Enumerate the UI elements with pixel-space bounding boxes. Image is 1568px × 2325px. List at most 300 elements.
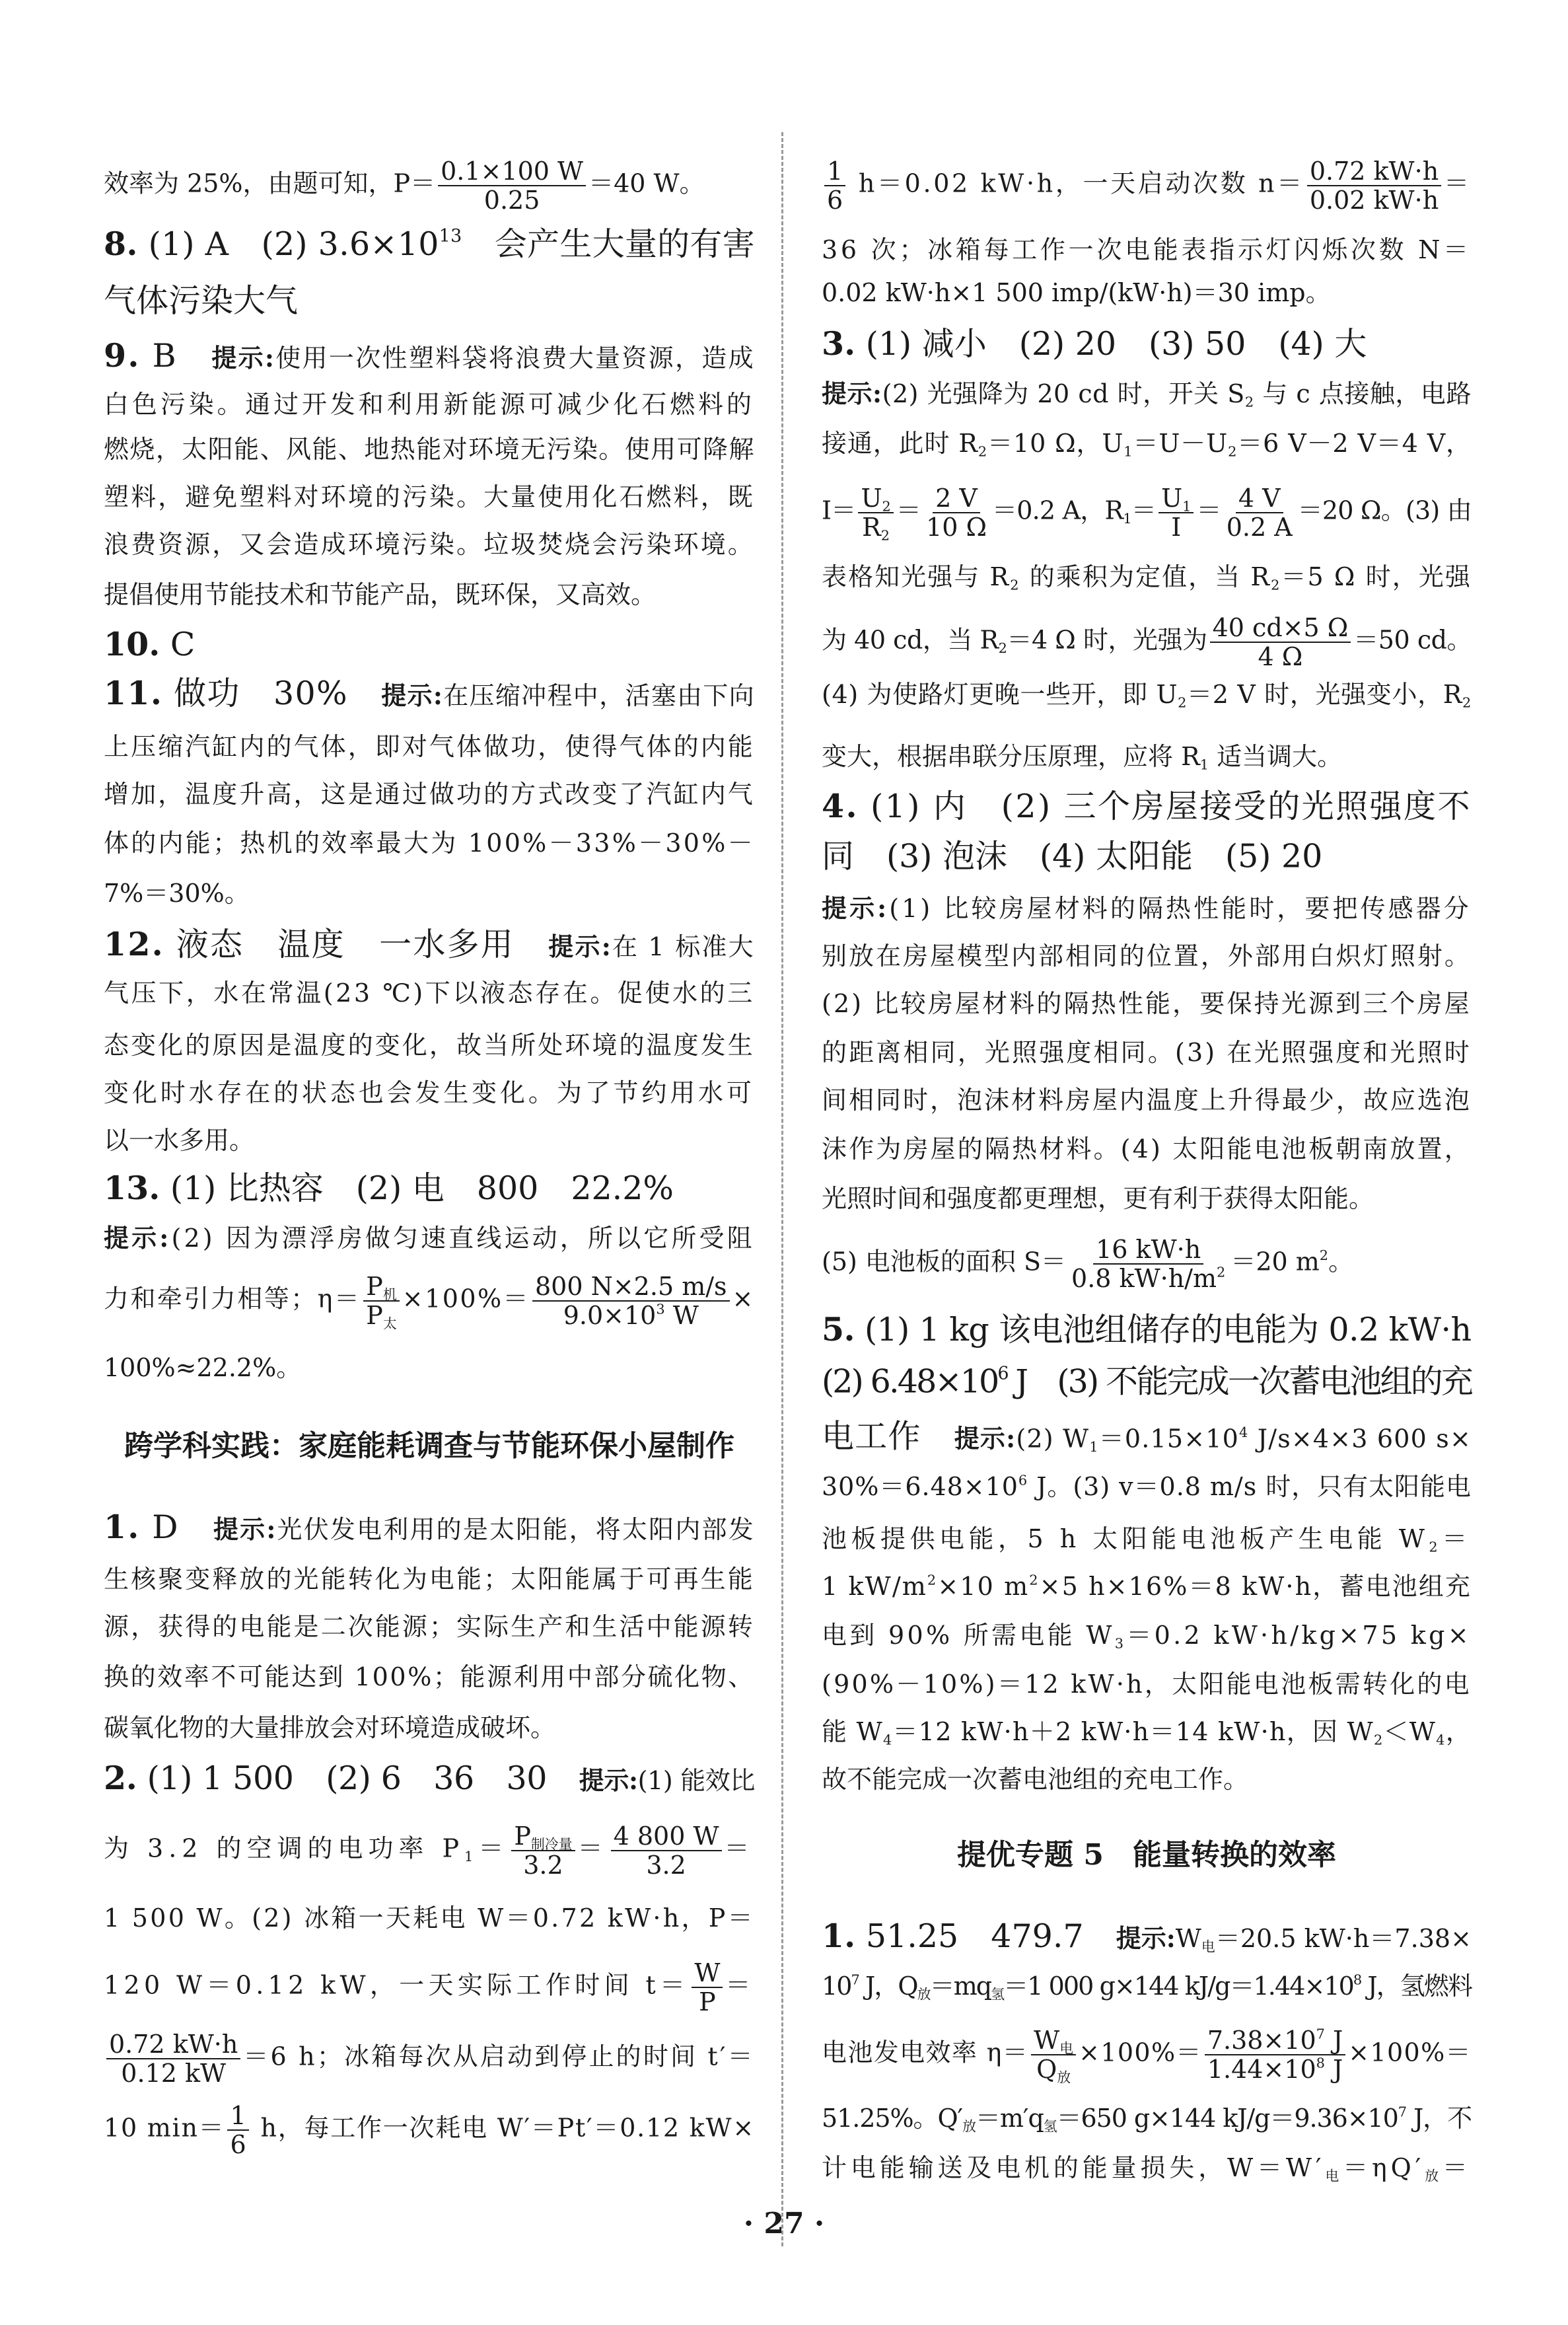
text-run: I＝ bbox=[822, 496, 856, 525]
answer-text: 51.25 479.7 bbox=[855, 1917, 1116, 1955]
text-line bbox=[104, 386, 755, 423]
text-run: 碳氧化物的大量排放会对环境造成破坏。 bbox=[104, 1713, 556, 1742]
line-content bbox=[822, 1130, 1472, 1167]
text-line bbox=[822, 2026, 1472, 2086]
text-run: ＝6 h；冰箱每次从启动到停止的时间 t′＝ bbox=[243, 2042, 755, 2071]
line-content bbox=[822, 231, 1472, 268]
superscript: 7 bbox=[1316, 2026, 1325, 2042]
item-number: 1. bbox=[104, 1508, 141, 1546]
text-run: 上压缩汽缸内的气体，即对气体做功，使得气体的内能 bbox=[104, 732, 755, 761]
text-run: ×100%＝ bbox=[1348, 2038, 1472, 2067]
text-line bbox=[822, 1311, 1472, 1350]
line-content bbox=[104, 2030, 755, 2087]
subscript: 太 bbox=[382, 1315, 397, 1332]
hint-label: 提示: bbox=[381, 681, 444, 710]
line-content bbox=[104, 1349, 301, 1386]
fraction-denominator bbox=[227, 2131, 248, 2159]
answer-text: D bbox=[140, 1508, 213, 1546]
text-run: ＝ bbox=[724, 1833, 755, 1863]
text-line bbox=[104, 478, 755, 515]
line-content bbox=[104, 875, 250, 912]
item-number: 9. bbox=[104, 336, 141, 375]
text-line bbox=[822, 1468, 1472, 1505]
text-run: I bbox=[1171, 513, 1182, 542]
text-line bbox=[822, 274, 1472, 311]
text-line bbox=[104, 2030, 755, 2087]
line-content bbox=[822, 425, 1472, 462]
text-line bbox=[104, 825, 755, 862]
text-run: 1 bbox=[827, 157, 843, 186]
fraction-numerator bbox=[363, 1273, 399, 1302]
hint-label: 提示: bbox=[822, 893, 890, 923]
hint-label: 提示: bbox=[548, 932, 612, 961]
answer-text: 气体污染大气 bbox=[104, 281, 299, 320]
subscript: 放 bbox=[962, 2118, 976, 2135]
line-content bbox=[104, 1508, 755, 1548]
line-content bbox=[822, 2026, 1472, 2086]
text-run: ×10 m bbox=[937, 1572, 1030, 1601]
hint-label: 提示: bbox=[213, 1514, 277, 1544]
text-run: ＜W bbox=[1383, 1717, 1437, 1746]
line-content bbox=[822, 676, 1472, 713]
hint-label: 提示: bbox=[104, 1223, 172, 1253]
text-run: ＝0.2 kW·h/kg×75 kg× bbox=[1126, 1621, 1472, 1650]
text-run: 生核聚变释放的光能转化为电能；太阳能属于可再生能 bbox=[104, 1565, 755, 1594]
subscript: 放 bbox=[1425, 2168, 1443, 2184]
text-run: 力和牵引力相等；η＝ bbox=[104, 1284, 361, 1313]
line-content bbox=[104, 1822, 755, 1879]
text-run: 16 kW·h bbox=[1096, 1235, 1201, 1264]
text-run: W bbox=[664, 1301, 699, 1330]
line-content bbox=[822, 890, 1472, 927]
text-run: 36 次；冰箱每工作一次电能表指示灯闪烁次数 N＝ bbox=[822, 235, 1472, 264]
answer-text: 电工作 bbox=[822, 1417, 954, 1456]
text-line bbox=[822, 614, 1472, 671]
line-content bbox=[822, 838, 1322, 877]
text-run: U bbox=[861, 484, 882, 513]
answer-text: 同 (3) 泡沫 (4) 太阳能 (5) 20 bbox=[822, 837, 1323, 875]
subscript: 1 bbox=[1199, 757, 1209, 773]
line-content bbox=[104, 1900, 755, 1937]
text-run: 在压缩冲程中，活塞由下向 bbox=[443, 681, 755, 710]
text-run: 2 V bbox=[935, 484, 978, 513]
text-run: W bbox=[1175, 1924, 1201, 1953]
text-run: ＝mq bbox=[929, 1972, 991, 2001]
subscript: 2 bbox=[978, 443, 988, 460]
fraction-numerator bbox=[933, 484, 980, 513]
fraction bbox=[923, 484, 989, 541]
line-content bbox=[822, 1568, 1472, 1605]
text-run: 与 c 点接触，电路 bbox=[1254, 379, 1472, 408]
line-content bbox=[822, 1419, 1472, 1458]
text-run: 塑料，避免塑料对环境的污染。大量使用化石燃料，既 bbox=[104, 482, 755, 511]
fraction bbox=[1224, 484, 1295, 541]
fraction bbox=[692, 1959, 723, 2016]
answer-text bbox=[138, 225, 755, 263]
text-line bbox=[104, 1959, 755, 2016]
fraction-numerator bbox=[1158, 484, 1194, 513]
fraction bbox=[1205, 2026, 1345, 2083]
text-line bbox=[104, 926, 755, 965]
superscript: 2 bbox=[1217, 1264, 1226, 1280]
line-content bbox=[822, 1713, 1472, 1750]
text-line bbox=[822, 838, 1472, 877]
text-line bbox=[104, 1900, 755, 1937]
text-run: 1 kW/m bbox=[822, 1572, 927, 1601]
text-run: (90%－10%)＝12 kW·h，太阳能电池板需转化的电 bbox=[822, 1670, 1472, 1699]
text-run: ＝ηQ′ bbox=[1343, 2153, 1425, 2182]
answer-text: (1) 比热容 (2) 电 800 22.2% bbox=[160, 1169, 674, 1207]
superscript: 6 bbox=[997, 1363, 1007, 1384]
fraction bbox=[1307, 157, 1441, 214]
superscript: 6 bbox=[1018, 1472, 1028, 1489]
text-run: ＝ bbox=[896, 496, 921, 525]
subscript: 2 bbox=[1462, 694, 1472, 711]
text-run: ＝2 V 时，光强变小，R bbox=[1187, 680, 1463, 709]
text-line bbox=[822, 325, 1472, 365]
subscript: 1 bbox=[1123, 510, 1131, 527]
text-line bbox=[104, 283, 755, 322]
text-run: J (3) 不能完成一次蓄电池组的充 bbox=[1007, 1362, 1472, 1401]
fraction-numerator bbox=[1205, 2026, 1345, 2055]
answer-text bbox=[822, 1363, 1472, 1401]
fraction-denominator bbox=[859, 513, 892, 544]
text-line bbox=[822, 1917, 1472, 1957]
fraction-denominator bbox=[643, 1851, 688, 1879]
text-run: J。(3) v＝0.8 m/s 时，只有太阳能电 bbox=[1028, 1472, 1472, 1501]
superscript: 4 bbox=[1239, 1424, 1249, 1440]
text-run: ＝20.5 kW·h＝7.38× bbox=[1215, 1924, 1472, 1953]
text-line bbox=[822, 2149, 1472, 2186]
text-run: ＝10 Ω，U bbox=[987, 429, 1124, 458]
text-run: 气压下，水在常温(23 ℃)下以液态存在。促使水的三 bbox=[104, 978, 755, 1008]
text-run: 0.25 bbox=[483, 186, 540, 215]
text-run: ＝ bbox=[478, 1833, 509, 1863]
text-run: ＝20 Ω。(3) 由 bbox=[1297, 496, 1472, 525]
text-run: (2) 6.48×10 bbox=[822, 1362, 998, 1401]
text-run: 增加，温度升高，这是通过做功的方式改变了汽缸内气 bbox=[104, 780, 755, 809]
superscript: 7 bbox=[851, 1972, 859, 1988]
text-run: 提优专题 5 能量转换的效率 bbox=[957, 1838, 1336, 1872]
line-content bbox=[104, 478, 755, 515]
subscript: 2 bbox=[1373, 1732, 1384, 1748]
answer-text: 液态 温度 一水多用 bbox=[164, 926, 549, 963]
line-content bbox=[822, 484, 1472, 544]
line-content bbox=[104, 1169, 674, 1209]
line-content bbox=[822, 1311, 1471, 1350]
line-content bbox=[104, 926, 755, 965]
fraction bbox=[1069, 1236, 1228, 1292]
subscript: 2 bbox=[1010, 577, 1020, 593]
text-run: 态变化的原因是温度的变化，故当所处环境的温度发生 bbox=[104, 1031, 755, 1060]
fraction-numerator bbox=[858, 484, 893, 513]
text-run: Q bbox=[1036, 2055, 1057, 2084]
line-content bbox=[822, 2149, 1472, 2186]
text-run: ＝0.2 A，R bbox=[991, 496, 1123, 525]
text-line bbox=[104, 1027, 755, 1064]
text-run: 池板提供电能，5 h 太阳能电池板产生电能 W bbox=[822, 1524, 1429, 1553]
fraction-numerator bbox=[1093, 1236, 1203, 1265]
line-content bbox=[104, 626, 195, 665]
subscript: 2 bbox=[880, 527, 890, 544]
text-run: 0.72 kW·h bbox=[1309, 157, 1439, 186]
line-content bbox=[104, 1608, 755, 1645]
text-run: 30%＝6.48×10 bbox=[822, 1472, 1018, 1501]
superscript: 3 bbox=[656, 1301, 665, 1317]
text-run: J，Q bbox=[858, 1972, 917, 2001]
line-content bbox=[124, 1428, 734, 1465]
text-run: ＝ bbox=[1444, 168, 1472, 198]
text-line bbox=[104, 1759, 755, 1799]
line-content bbox=[104, 675, 755, 714]
fraction-denominator bbox=[696, 1988, 719, 2016]
text-line bbox=[104, 526, 755, 563]
subscript: 氢 bbox=[991, 1986, 1004, 2003]
text-line bbox=[822, 375, 1472, 412]
text-run: 能 W bbox=[822, 1717, 883, 1746]
text-run: ＝5 Ω 时，光强 bbox=[1281, 562, 1472, 591]
text-run: 在 1 标准大 bbox=[612, 932, 755, 961]
line-content bbox=[104, 1658, 755, 1695]
text-line bbox=[104, 1608, 755, 1645]
text-run: ＝1 000 g×144 kJ/g＝1.44×10 bbox=[1003, 1972, 1353, 2001]
text-run: 光伏发电利用的是太阳能，将太阳内部发 bbox=[277, 1515, 755, 1544]
item-number: 10. bbox=[104, 625, 160, 663]
text-run: P bbox=[514, 1822, 531, 1851]
text-line bbox=[104, 675, 755, 714]
subscript: 电 bbox=[1325, 2168, 1343, 2184]
text-run: ＝4 Ω 时，光强为 bbox=[1007, 625, 1207, 655]
text-line bbox=[822, 1236, 1472, 1292]
fraction-denominator bbox=[1205, 2055, 1345, 2083]
fraction-denominator bbox=[561, 1302, 701, 1329]
text-line bbox=[104, 337, 755, 377]
text-run: ×5 h×16%＝8 kW·h，蓄电池组充 bbox=[1039, 1572, 1472, 1601]
text-line bbox=[104, 157, 755, 214]
subscript: 2 bbox=[882, 498, 891, 515]
item-number: 11. bbox=[104, 674, 163, 712]
line-content bbox=[822, 938, 1472, 975]
hint-label: 提示: bbox=[1116, 1923, 1176, 1953]
text-run: 提倡使用节能技术和节能产品，既环保，又高效。 bbox=[104, 580, 657, 609]
line-content bbox=[822, 1666, 1472, 1703]
answer-text: C bbox=[160, 626, 196, 663]
text-line bbox=[822, 938, 1472, 975]
text-line bbox=[822, 2100, 1472, 2137]
text-run: J，氢燃料 bbox=[1361, 1972, 1472, 2001]
text-run: 体的内能；热机的效率最大为 100%－33%－30%－ bbox=[104, 829, 755, 858]
text-run: 的距离相同，光照强度相同。(3) 在光照强度和光照时 bbox=[822, 1038, 1472, 1067]
answer-text: (1) 减小 (2) 20 (3) 50 (4) 大 bbox=[855, 325, 1367, 363]
text-run: 120 W＝0.12 kW，一天实际工作时间 t＝ bbox=[104, 1970, 690, 2000]
superscript: 2 bbox=[927, 1572, 938, 1588]
line-content bbox=[104, 728, 755, 765]
text-line bbox=[822, 1130, 1472, 1167]
text-line bbox=[822, 558, 1472, 595]
text-run: 。 bbox=[1328, 1247, 1354, 1276]
text-run: 跨学科实践：家庭能耗调查与节能环保小屋制作 bbox=[124, 1429, 734, 1463]
text-run: 会产生大量的有害 bbox=[462, 225, 755, 263]
text-line bbox=[822, 231, 1472, 268]
page-number: · 27 · bbox=[743, 2207, 825, 2240]
line-content bbox=[822, 1968, 1472, 2005]
text-run: ＝ bbox=[725, 1970, 755, 2000]
text-line bbox=[104, 225, 755, 265]
text-run: 4 V bbox=[1238, 484, 1281, 513]
answer-text: (1) 1 kg 该电池组储存的电能为 0.2 kW·h bbox=[855, 1311, 1472, 1348]
fraction bbox=[1031, 2026, 1076, 2086]
subscript: 2 bbox=[1429, 1539, 1443, 1555]
item-number: 5. bbox=[822, 1310, 855, 1348]
line-content bbox=[104, 526, 755, 563]
text-run: 0.72 kW·h bbox=[109, 2030, 238, 2059]
line-content bbox=[822, 1180, 1374, 1217]
text-run: (1) 比较房屋材料的隔热性能时，要把传感器分 bbox=[889, 894, 1472, 923]
text-line bbox=[822, 1568, 1472, 1605]
line-content bbox=[104, 975, 755, 1012]
fraction bbox=[511, 1822, 575, 1879]
answer-text: 做功 30% bbox=[162, 675, 382, 712]
text-line bbox=[104, 1508, 755, 1548]
text-run: 6 bbox=[230, 2130, 246, 2159]
text-run: ＝12 kW·h＋2 kW·h＝14 kW·h，因 W bbox=[892, 1717, 1374, 1746]
text-run: 800 N×2.5 m/s bbox=[534, 1272, 727, 1301]
line-content bbox=[104, 1709, 555, 1746]
subscript: 1 bbox=[464, 1848, 479, 1864]
fraction-numerator bbox=[692, 1959, 723, 1988]
fraction bbox=[227, 2102, 248, 2159]
text-run: 浪费资源，又会造成环境污染。垃圾焚烧会污染环境。 bbox=[104, 530, 755, 559]
text-run: (2) W bbox=[1016, 1424, 1090, 1454]
subscript: 放 bbox=[917, 1986, 930, 2003]
text-line bbox=[104, 576, 755, 613]
fraction-denominator bbox=[923, 513, 989, 541]
text-line bbox=[822, 1082, 1472, 1119]
line-content bbox=[822, 2100, 1472, 2137]
text-run: ＝50 cd。 bbox=[1353, 625, 1472, 655]
text-line bbox=[104, 1169, 755, 1209]
text-run: h，每工作一次耗电 W′＝Pt′＝0.12 kW× bbox=[251, 2113, 755, 2143]
line-content bbox=[104, 1122, 254, 1159]
text-line bbox=[822, 676, 1472, 713]
text-run: 故不能完成一次蓄电池组的充电工作。 bbox=[822, 1765, 1249, 1794]
subscript: 机 bbox=[382, 1286, 397, 1303]
text-run: ＝20 m bbox=[1230, 1247, 1320, 1276]
text-line bbox=[822, 985, 1472, 1022]
text-run: 1 bbox=[230, 2101, 246, 2130]
fraction-numerator bbox=[511, 1822, 575, 1851]
subscript: 2 bbox=[1228, 443, 1238, 460]
text-run: (2) 因为漂浮房做匀速直线运动，所以它所受阻 bbox=[171, 1224, 755, 1253]
text-line bbox=[822, 738, 1472, 775]
hint-label: 提示: bbox=[822, 379, 882, 408]
line-content bbox=[822, 558, 1472, 595]
text-line bbox=[104, 728, 755, 765]
subscript: 电 bbox=[1059, 2040, 1074, 2057]
text-run: 40 cd×5 Ω bbox=[1212, 613, 1349, 642]
line-content bbox=[822, 1364, 1472, 1403]
text-run: R bbox=[862, 513, 881, 542]
text-run: 0.8 kW·h/m bbox=[1071, 1264, 1217, 1293]
line-content bbox=[822, 1917, 1472, 1957]
line-content bbox=[822, 274, 1331, 311]
text-line bbox=[104, 1561, 755, 1598]
text-run: 间相同时，泡沫材料房屋内温度上升得最少，故应选泡 bbox=[822, 1086, 1472, 1115]
fraction-denominator bbox=[1034, 2055, 1073, 2086]
text-line bbox=[822, 1419, 1472, 1458]
text-line bbox=[104, 875, 755, 912]
line-content bbox=[104, 1220, 755, 1257]
fraction-numerator bbox=[611, 1822, 722, 1851]
text-run: 0.02 kW·h×1 500 imp/(kW·h)＝30 imp。 bbox=[822, 278, 1331, 307]
text-run: 9.0×10 bbox=[563, 1301, 657, 1330]
text-line bbox=[822, 1034, 1472, 1071]
superscript: 2 bbox=[1319, 1247, 1329, 1263]
text-run: P bbox=[699, 1987, 716, 2016]
fraction-numerator bbox=[1307, 157, 1441, 186]
superscript: 7 bbox=[1398, 2104, 1406, 2120]
text-line bbox=[104, 1220, 755, 1257]
text-run: 0.2 A bbox=[1226, 513, 1293, 542]
text-run: 沫作为房屋的隔热材料。(4) 太阳能电池板朝南放置， bbox=[822, 1134, 1472, 1163]
subscript: 2 bbox=[1271, 577, 1281, 593]
text-run: 换的效率不可能达到 100%；能源利用中部分硫化物、 bbox=[104, 1662, 755, 1691]
text-run: (1) 能效比 bbox=[637, 1766, 756, 1795]
text-line bbox=[104, 1272, 755, 1332]
text-run: ＝650 g×144 kJ/g＝9.36×10 bbox=[1056, 2104, 1398, 2133]
text-run: J bbox=[1324, 2055, 1343, 2084]
item-number: 2. bbox=[104, 1759, 137, 1797]
text-run: 表格知光强与 R bbox=[822, 562, 1011, 591]
hint-label: 提示: bbox=[579, 1765, 638, 1795]
item-number: 3. bbox=[822, 324, 856, 363]
line-content bbox=[104, 1027, 755, 1064]
text-line bbox=[104, 1122, 755, 1159]
text-run: 4 800 W bbox=[613, 1822, 719, 1851]
text-line bbox=[104, 431, 755, 468]
text-run: ＝ bbox=[1196, 496, 1221, 525]
fraction bbox=[438, 157, 586, 214]
text-run: 3.2 bbox=[523, 1851, 563, 1880]
text-run: 10 min＝ bbox=[104, 2113, 225, 2143]
text-run: ＝U－U bbox=[1133, 429, 1229, 458]
fraction-denominator bbox=[363, 1301, 399, 1332]
subscript: 2 bbox=[998, 640, 1007, 656]
text-run: W bbox=[1034, 2026, 1060, 2055]
subscript: 氢 bbox=[1043, 2118, 1057, 2135]
fraction-denominator bbox=[520, 1851, 565, 1879]
line-content bbox=[104, 776, 755, 813]
hint-label: 提示: bbox=[211, 343, 276, 373]
line-content bbox=[822, 1520, 1472, 1557]
text-run: ＝0.15×10 bbox=[1098, 1424, 1240, 1454]
fraction bbox=[1210, 614, 1351, 671]
text-run: (2) 光强降为 20 cd 时，开关 S bbox=[882, 379, 1245, 408]
text-run: 0.1×100 W bbox=[441, 157, 584, 186]
fraction-numerator bbox=[1031, 2026, 1076, 2055]
text-run: 电到 90% 所需电能 W bbox=[822, 1621, 1115, 1650]
answer-text: (1) 内 (2) 三个房屋接受的光照强度不 bbox=[859, 788, 1472, 825]
answer-text: B bbox=[140, 337, 212, 375]
fraction bbox=[824, 157, 845, 214]
fraction-numerator bbox=[438, 157, 586, 186]
text-run: 100%≈22.2%。 bbox=[104, 1353, 302, 1382]
subscript: 4 bbox=[882, 1732, 893, 1748]
text-run: 1.44×10 bbox=[1207, 2055, 1316, 2084]
subscript: 放 bbox=[1057, 2069, 1071, 2086]
text-line bbox=[822, 1713, 1472, 1750]
text-run: ， bbox=[1445, 1717, 1472, 1746]
